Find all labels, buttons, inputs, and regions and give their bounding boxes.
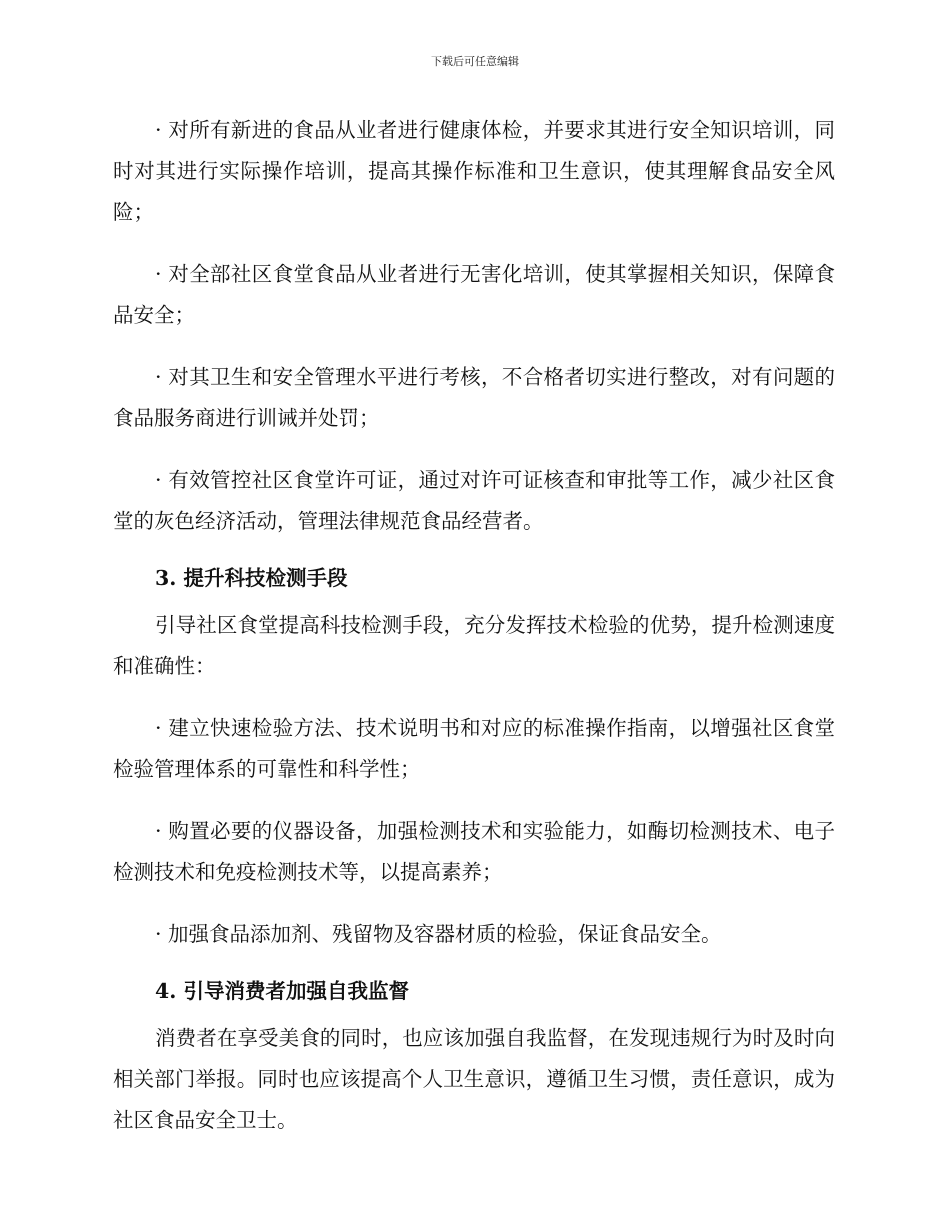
- bullet-paragraph: · 对其卫生和安全管理水平进行考核，不合格者切实进行整改，对有问题的食品服务商进行训诫并处罚；: [113, 365, 835, 430]
- bullet-paragraph: · 加强食品添加剂、残留物及容器材质的检验，保证食品安全。: [155, 922, 722, 946]
- bullet-paragraph: · 对所有新进的食品从业者进行健康体检，并要求其进行安全知识培训，同时对其进行实际操作培训，提高其操作标准和卫生意识，使其理解食品安全风险；: [113, 118, 835, 224]
- section-heading: 3. 提升科技检测手段: [155, 566, 348, 590]
- bullet-paragraph: · 购置必要的仪器设备，加强检测技术和实验能力，如酶切检测技术、电子检测技术和免疫检测技术等，以提高素养；: [113, 819, 835, 884]
- bullet-paragraph: · 有效管控社区食堂许可证，通过对许可证核查和审批等工作，减少社区食堂的灰色经济活动，管理法律规范食品经营者。: [113, 468, 835, 533]
- section-intro-paragraph: 引导社区食堂提高科技检测手段，充分发挥技术检验的优势，提升检测速度和准确性：: [113, 613, 835, 678]
- bullet-paragraph: · 建立快速检验方法、技术说明书和对应的标准操作指南，以增强社区食堂检验管理体系的可靠性和科学性；: [113, 716, 835, 781]
- bullet-paragraph: · 对全部社区食堂食品从业者进行无害化培训，使其掌握相关知识，保障食品安全；: [113, 262, 835, 327]
- section-heading: 4. 引导消费者加强自我监督: [155, 979, 410, 1003]
- document-body: [113, 110, 835, 1162]
- page-header: 下载后可任意编辑: [431, 55, 519, 68]
- section-body-paragraph: 消费者在享受美食的同时，也应该加强自我监督，在发现违规行为时及时向相关部门举报。同时也应该提高个人卫生意识，遵循卫生习惯，责任意识，成为社区食品安全卫士。: [113, 1026, 835, 1132]
